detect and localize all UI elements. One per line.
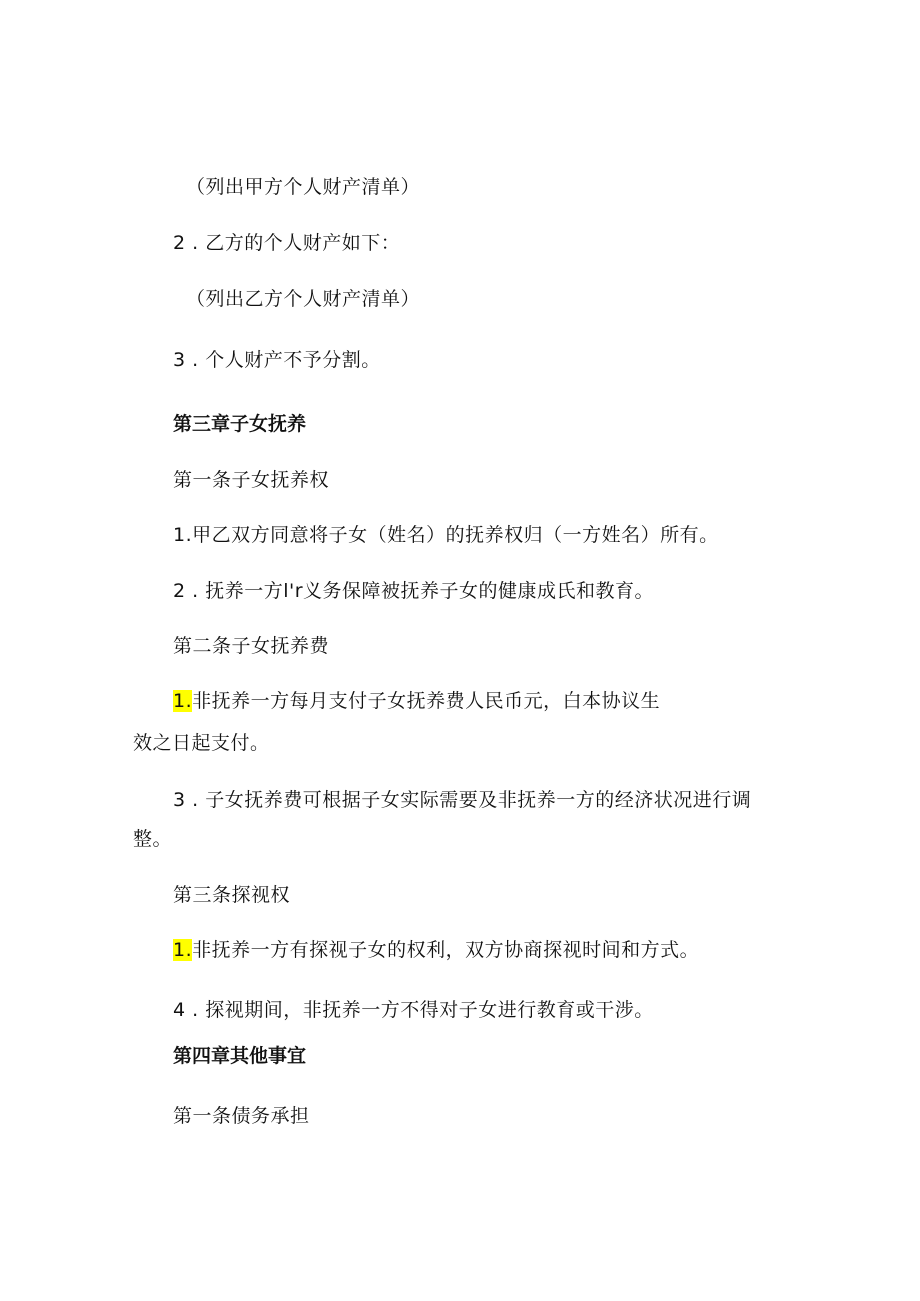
paragraph-party-b-assets: 2 . 乙方的个人财产如下： [173, 232, 401, 254]
article-heading-custody-right: 第一条子女抚养权 [173, 469, 330, 491]
chapter-heading-other-matters: 第四章其他事宜 [173, 1045, 307, 1067]
paragraph-custody-agreement: 1.甲乙双方同意将子女（姓名）的抚养权归（一方姓名）所有。 [173, 524, 719, 546]
paragraph-visitation-right-text: 非抚养一方有探视子女的权利，双方协商探视时间和方式。 [192, 939, 700, 961]
paragraph-child-support-payment [173, 689, 660, 713]
paragraph-child-support-adjustment: 3 . 子女抚养费可根据子女实际需要及非抚养一方的经济状况进行调 [173, 789, 752, 811]
paragraph-visitation-rules: 4 . 探视期间，非抚养一方不得对子女进行教育或干涉。 [173, 999, 654, 1021]
highlighted-list-marker: 1. [173, 690, 193, 712]
chapter-heading-child-custody: 第三章子女抚养 [173, 413, 307, 435]
paragraph-visitation-right [173, 938, 699, 962]
paragraph-assets-not-divided: 3 . 个人财产不予分割。 [173, 349, 381, 371]
paragraph-child-support-adjustment-cont: 整。 [133, 828, 173, 850]
paragraph-custody-obligation: 2 . 抚养一方l'r义务保障被抚养子女的健康成氏和教育。 [173, 580, 655, 602]
paragraph-child-support-start: 效之日起支付。 [133, 732, 270, 754]
article-heading-child-support: 第二条子女抚养费 [173, 635, 330, 657]
article-heading-visitation: 第三条探视权 [173, 884, 291, 906]
highlighted-list-marker: 1. [173, 939, 193, 961]
paragraph-list-party-b-assets: （列出乙方个人财产清单） [186, 288, 421, 310]
article-heading-debt-responsibility: 第一条债务承担 [173, 1105, 310, 1127]
paragraph-child-support-payment-text: 非抚养一方每月支付子女抚养费人民币元，白本协议生 [192, 690, 661, 712]
paragraph-list-party-a-assets: （列出甲方个人财产清单） [186, 176, 421, 198]
